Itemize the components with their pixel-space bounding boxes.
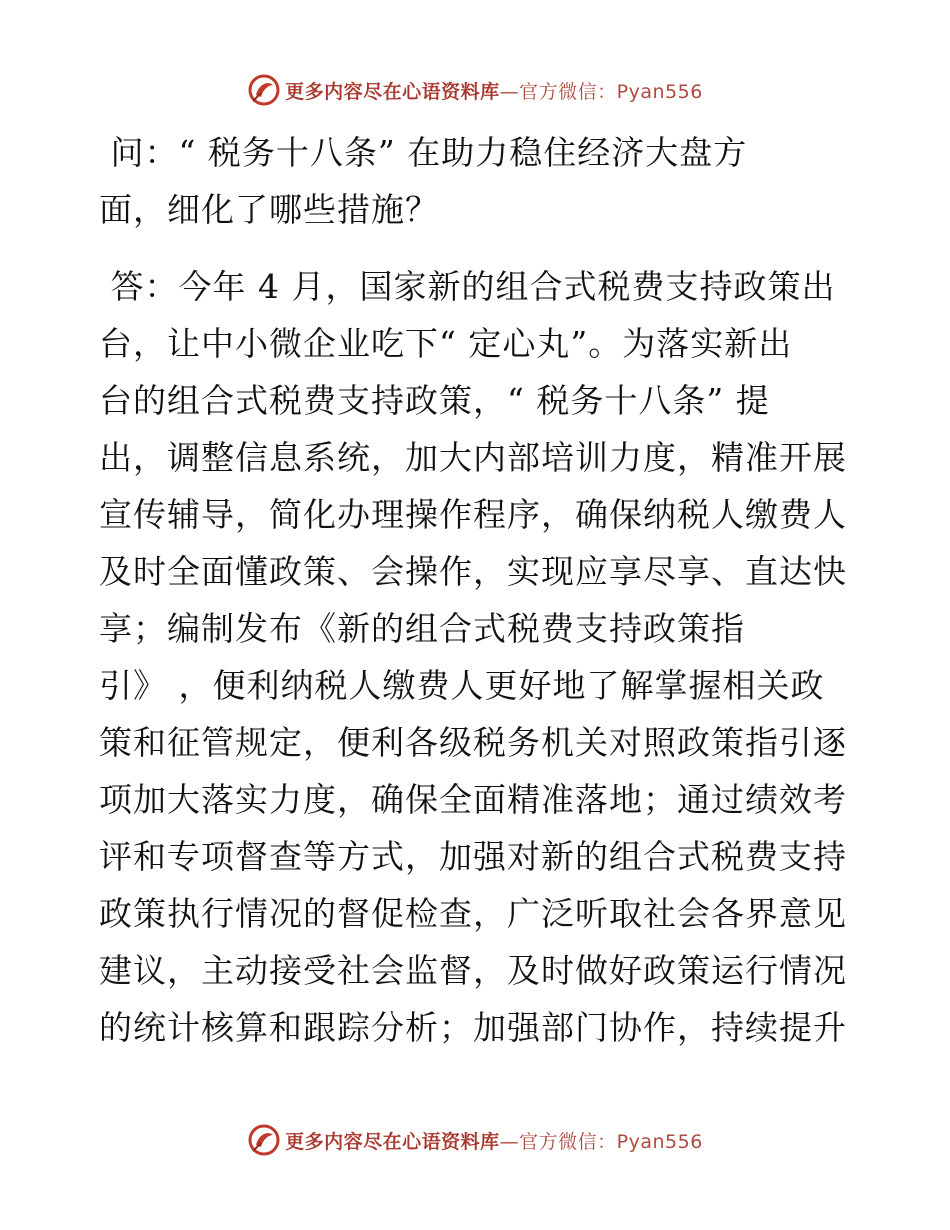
question-line: 面，细化了哪些措施？ [99,190,439,229]
watermark-logo-icon [247,1123,281,1157]
answer-line: 项加大落实力度，确保全面精准落地；通过绩效考 [99,780,847,819]
answer-line: 答：今年 4 月，国家新的组合式税费支持政策出 [99,267,836,306]
footer-watermark [0,1120,950,1160]
answer-line: 的统计核算和跟踪分析；加强部门协作，持续提升 [99,1008,847,1047]
watermark-main-text: 更多内容尽在心语资料库 [285,80,500,103]
question-paragraph [99,124,859,238]
answer-line: 政策执行情况的督促检查，广泛听取社会各界意见 [99,894,847,933]
answer-line: 台的组合式税费支持政策，“ 税务十八条” 提 [99,381,770,420]
answer-line: 策和征管规定，便利各级税务机关对照政策指引逐 [99,723,847,762]
answer-line: 引》 ，便利纳税人缴费人更好地了解掌握相关政 [99,666,825,705]
answer-line: 享；编制发布《新的组合式税费支持政策指 [99,609,745,648]
answer-line: 出，调整信息系统，加大内部培训力度，精准开展 [99,438,847,477]
answer-line: 台，让中小微企业吃下“ 定心丸”。为落实新出 [99,324,793,363]
answer-line: 评和专项督查等方式，加强对新的组合式税费支持 [99,837,847,876]
answer-line: 宣传辅导，简化办理操作程序，确保纳税人缴费人 [99,495,847,534]
answer-line: 及时全面懂政策、会操作，实现应享尽享、直达快 [99,552,847,591]
answer-paragraph [99,258,859,1056]
watermark-sub-text: —官方微信：Pyan556 [499,1130,703,1153]
header-watermark [0,70,950,110]
watermark-text [285,1127,703,1154]
answer-line: 建议，主动接受社会监督，及时做好政策运行情况 [99,951,847,990]
watermark-main-text: 更多内容尽在心语资料库 [285,1130,500,1153]
document-body [99,124,859,1056]
watermark-text [285,77,703,104]
watermark-sub-text: —官方微信：Pyan556 [499,80,703,103]
watermark-logo-icon [247,73,281,107]
question-line: 问：“ 税务十八条” 在助力稳住经济大盘方 [99,133,748,172]
